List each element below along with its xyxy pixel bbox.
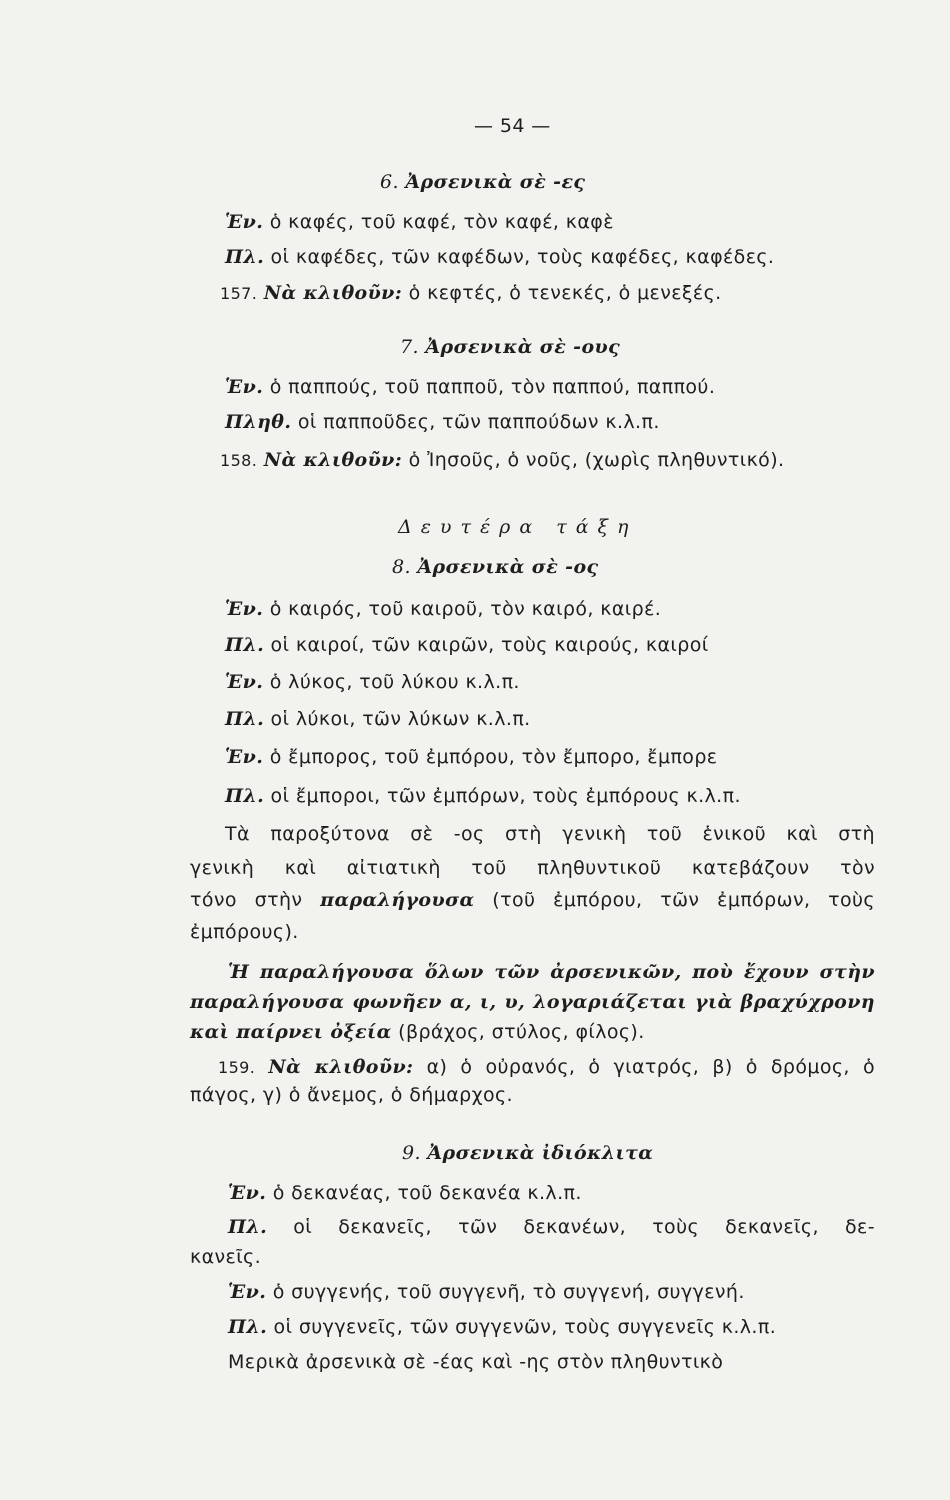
s8-row-1-text: ὁ καιρός, τοῦ καιροῦ, τὸν καιρό, καιρέ. (269, 598, 662, 620)
s9-last-line: Μερικὰ ἀρσενικὰ σὲ -έας καὶ -ης στὸν πληθυντικὸ (228, 1351, 724, 1373)
s8-para1-line3 (190, 888, 875, 912)
s8-row-4-text: οἱ λύκοι, τῶν λύκων κ.λ.π. (270, 708, 531, 730)
s8-row-6-label: Πλ. (225, 785, 265, 807)
exercise-159-line2: πάγος, γ) ὁ ἄνεμος, ὁ δήμαρχος. (190, 1084, 513, 1106)
section-8-number: 8. (392, 556, 411, 578)
s6-singular-text: ὁ καφές, τοῦ καφέ, τὸν καφέ, καφὲ (269, 211, 614, 233)
s8-row-3-text: ὁ λύκος, τοῦ λύκου κ.λ.π. (269, 671, 520, 693)
exercise-159-label: Νὰ κλιθοῦν: (268, 1056, 414, 1078)
exercise-158-text: ὁ Ἰησοῦς, ὁ νοῦς, (χωρὶς πληθυντικό). (408, 449, 785, 471)
s8-row-4 (225, 707, 531, 731)
s9-row-3 (228, 1280, 745, 1304)
s7-singular-label: Ἑν. (225, 376, 264, 398)
s8-row-6-text: οἱ ἔμποροι, τῶν ἐμπόρων, τοὺς ἐμπόρους κ.λ.π. (270, 785, 741, 807)
section-6-title: Ἀρσενικὰ σὲ -ες (405, 171, 586, 193)
exercise-157 (220, 281, 722, 306)
s9-row-2 (228, 1215, 875, 1239)
s8-rule-line2: παραλήγουσα φωνῆεν α, ι, υ, λογαριάζεται γιὰ βραχύχρονη (190, 991, 875, 1013)
exercise-157-number: 157. (220, 284, 258, 303)
s7-plural-label: Πληθ. (225, 411, 292, 433)
second-class-heading: Δευτέρα τάξη (398, 516, 638, 538)
section-7-number: 7. (400, 336, 419, 358)
s8-row-6 (225, 784, 741, 808)
s8-row-2-label: Πλ. (225, 634, 265, 656)
s8-para1-line1: Τὰ παροξύτονα σὲ -ος στὴ γενικὴ τοῦ ἑνικοῦ καὶ στὴ (225, 823, 875, 845)
exercise-159-number: 159. (218, 1058, 256, 1077)
s7-singular-line (225, 375, 715, 399)
s6-plural-text: οἱ καφέδες, τῶν καφέδων, τοὺς καφέδες, καφέδες. (270, 246, 775, 268)
exercise-157-text: ὁ κεφτές, ὁ τενεκές, ὁ μενεξές. (408, 282, 722, 304)
section-8-title: Ἀρσενικὰ σὲ -ος (417, 556, 599, 578)
s9-row-4-label: Πλ. (228, 1316, 268, 1338)
s8-row-5-text: ὁ ἔμπορος, τοῦ ἐμπόρου, τὸν ἔμπορο, ἔμπορε (269, 746, 718, 768)
section-7-title: Ἀρσενικὰ σὲ -ους (425, 336, 621, 358)
s9-row-3-text: ὁ συγγενής, τοῦ συγγενῆ, τὸ συγγενή, συγγενή. (272, 1281, 745, 1303)
s8-para1-line2: γενικὴ καὶ αἰτιατικὴ τοῦ πληθυντικοῦ κατεβάζουν τὸν (190, 857, 875, 879)
s7-plural-line (225, 410, 660, 434)
exercise-158-label: Νὰ κλιθοῦν: (263, 449, 403, 471)
s9-row-2-continuation: κανεῖς. (190, 1246, 262, 1268)
s9-row-3-label: Ἑν. (228, 1281, 267, 1303)
s8-rule-line3 (190, 1020, 645, 1044)
s9-row-2-text: οἱ δεκανεῖς, τῶν δεκανέων, τοὺς δεκανεῖς, δε- (293, 1216, 875, 1238)
s8-rule-line1: Ἡ παραλήγουσα ὅλων τῶν ἀρσενικῶν, ποὺ ἔχουν στὴν (228, 961, 875, 983)
s6-singular-line (225, 210, 614, 234)
s8-row-3 (225, 670, 520, 694)
section-6-number: 6. (380, 171, 399, 193)
s9-row-1-text: ὁ δεκανέας, τοῦ δεκανέα κ.λ.π. (272, 1182, 582, 1204)
section-8-heading (392, 555, 598, 579)
s8-para1-line3-a: τόνο στὴν (190, 889, 303, 911)
s8-row-3-label: Ἑν. (225, 671, 264, 693)
s8-para1-line4: ἐμπόρους). (190, 921, 299, 943)
s7-plural-text: οἱ παπποῦδες, τῶν παππούδων κ.λ.π. (297, 411, 660, 433)
section-9-heading (402, 1141, 653, 1165)
section-9-number: 9. (402, 1142, 421, 1164)
s8-para1-line3-c: (τοῦ ἐμπόρου, τῶν ἐμπόρων, τοὺς (492, 889, 875, 911)
exercise-159-text: α) ὁ οὐρανός, ὁ γιατρός, β) ὁ δρόμος, ὁ (426, 1056, 875, 1078)
section-6-heading (380, 170, 585, 194)
s7-singular-text: ὁ παππούς, τοῦ παπποῦ, τὸν παππού, παππού. (269, 376, 716, 398)
s9-row-4 (228, 1315, 776, 1339)
s8-row-2-text: οἱ καιροί, τῶν καιρῶν, τοὺς καιρούς, καιροί (270, 634, 709, 656)
page-number: — 54 — (474, 115, 551, 137)
s9-row-4-text: οἱ συγγενεῖς, τῶν συγγενῶν, τοὺς συγγενεῖς κ.λ.π. (273, 1316, 777, 1338)
s6-singular-label: Ἑν. (225, 211, 264, 233)
section-7-heading (400, 335, 620, 359)
s8-row-5-label: Ἑν. (225, 746, 264, 768)
s8-row-2 (225, 633, 709, 657)
s9-row-1 (228, 1181, 582, 1205)
s8-row-1-label: Ἑν. (225, 598, 264, 620)
s8-row-5 (225, 745, 717, 769)
s8-para1-term: παραλήγουσα (320, 889, 475, 911)
s8-row-1 (225, 597, 661, 621)
s8-rule-line3-b: (βράχος, στύλος, φίλος). (398, 1021, 645, 1043)
s9-row-1-label: Ἑν. (228, 1182, 267, 1204)
s8-rule-line3-a: καὶ παίρνει ὀξεία (190, 1021, 392, 1043)
s9-row-2-label: Πλ. (228, 1216, 268, 1238)
s6-plural-label: Πλ. (225, 246, 265, 268)
s8-row-4-label: Πλ. (225, 708, 265, 730)
exercise-158 (220, 448, 784, 473)
s6-plural-line (225, 245, 774, 269)
exercise-159-line1 (218, 1055, 875, 1080)
exercise-157-label: Νὰ κλιθοῦν: (263, 282, 403, 304)
section-9-title: Ἀρσενικὰ ἰδιόκλιτα (427, 1142, 654, 1164)
exercise-158-number: 158. (220, 451, 258, 470)
